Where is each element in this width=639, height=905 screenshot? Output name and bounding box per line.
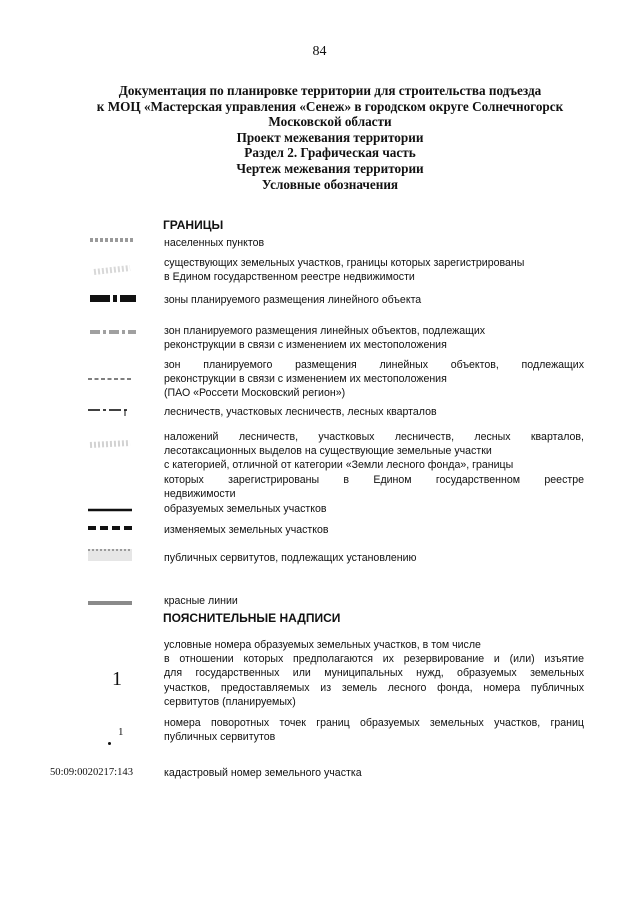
legend-text-parcel-numbers: условные номера образуемых земельных участков, в том числе в отношении которых предполагаются их резервирование и (или) изъятие для государственных или муниципальных нужд, образуемых земельных участков, предоставляемых из земель лесного фонда, номера публичных сервитутов (планируемых) <box>164 639 584 708</box>
red-line-symbol <box>88 598 138 608</box>
legend-text-forest-overlaps: наложений лесничеств, участковых лесничеств, лесных кварталов, лесотаксационных выделов на существующие земельные участки с категорией, отличной от категории «Земли лесного фонда», границы которых зарегистрированы в Едином государственном реестре недвижимости <box>164 431 584 500</box>
legend-text-settlements: населенных пунктов <box>164 237 265 249</box>
title-line: Условные обозначения <box>261 176 399 192</box>
legend-text-existing-parcels: существующих земельных участков, границы которых зарегистрированы в Едином государственном реестре недвижимости <box>164 257 525 284</box>
cadastral-number-sample: 50:09:0020217:143 <box>50 767 133 778</box>
document-title <box>60 83 600 192</box>
reconstruction-zone-symbol <box>90 327 140 337</box>
point-number: 1 <box>118 726 124 738</box>
title-line: Московской области <box>268 114 392 130</box>
existing-parcel-symbol <box>90 260 140 280</box>
legend-text-cadastral-number: кадастровый номер земельного участка <box>164 767 362 779</box>
parcel-number-symbol: 1 <box>112 668 122 690</box>
page-number: 84 <box>312 44 327 59</box>
forestry-boundary-symbol <box>88 405 138 417</box>
title-line: к МОЦ «Мастерская управления «Сенеж» в городском округе Солнечногорск <box>96 98 564 114</box>
public-easement-symbol <box>88 546 138 566</box>
forest-overlap-symbol <box>88 435 138 455</box>
new-parcel-symbol <box>88 505 138 515</box>
legend-text-new-parcels: образуемых земельных участков <box>164 503 327 515</box>
boundaries-heading: ГРАНИЦЫ <box>163 218 224 232</box>
legend-text-changed-parcels: изменяемых земельных участков <box>164 524 329 536</box>
point-dot-icon <box>108 742 111 745</box>
linear-object-zone-symbol <box>90 293 140 305</box>
legend-text-linear-zone: зоны планируемого размещения линейного объекта <box>164 294 422 306</box>
legend-text-public-easements: публичных сервитутов, подлежащих установлению <box>164 552 417 564</box>
title-line: Документация по планировке территории для строительства подъезда <box>118 83 542 98</box>
title-line: Проект межевания территории <box>236 129 424 145</box>
legend-text-forestry: лесничеств, участковых лесничеств, лесных кварталов <box>164 406 437 418</box>
legend-text-reconstruction-zones: зон планируемого размещения линейных объектов, подлежащих реконструкции в связи с изменением их местоположения <box>164 325 486 352</box>
title-line: Чертеж межевания территории <box>236 160 424 176</box>
rosseti-zone-symbol <box>88 374 138 384</box>
changed-parcel-symbol <box>88 523 138 533</box>
legend-text-rosseti-zones: зон планируемого размещения линейных объектов, подлежащих реконструкции в связи с изменением их местоположения (ПАО «Россети Московский регион») <box>164 359 584 400</box>
explanatory-labels-heading: ПОЯСНИТЕЛЬНЫЕ НАДПИСИ <box>163 611 341 625</box>
legend-text-turning-points: номера поворотных точек границ образуемых земельных участков, границ публичных сервитутов <box>164 717 584 744</box>
title-line: Раздел 2. Графическая часть <box>244 145 416 161</box>
settlement-boundary-symbol <box>90 235 140 245</box>
legend-text-red-lines: красные линии <box>164 595 238 607</box>
